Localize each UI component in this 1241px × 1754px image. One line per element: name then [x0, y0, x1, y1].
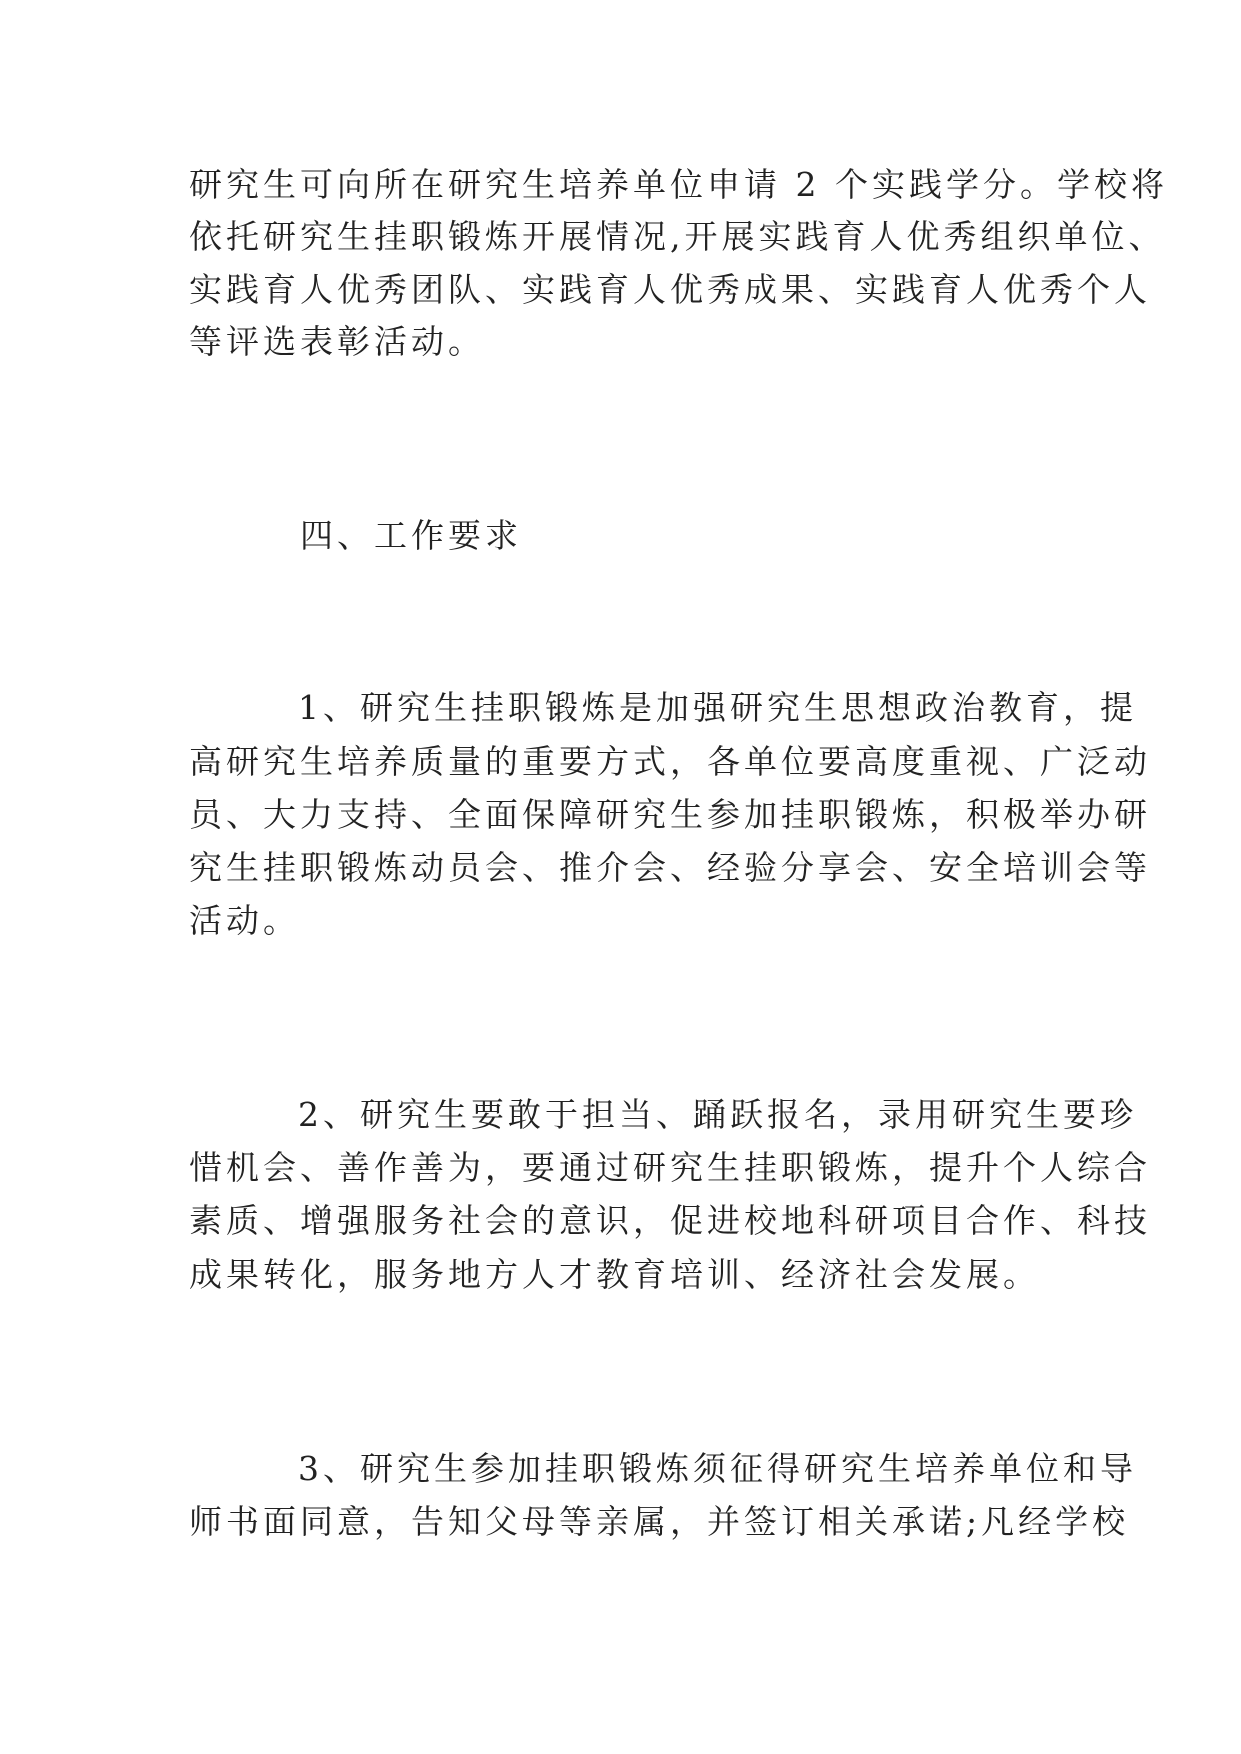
text-line: 等评选表彰活动。: [189, 322, 485, 361]
text-line: 活动。: [189, 901, 300, 940]
text-line: 1、研究生挂职锻炼是加强研究生思想政治教育，提: [298, 688, 1137, 727]
text-line: 素质、增强服务社会的意识，促进校地科研项目合作、科技: [189, 1201, 1151, 1240]
text-line: 实践育人优秀团队、实践育人优秀成果、实践育人优秀个人: [189, 270, 1151, 309]
text-line: 研究生可向所在研究生培养单位申请 2 个实践学分。学校将: [189, 165, 1168, 204]
text-line: 2、研究生要敢于担当、踊跃报名，录用研究生要珍: [298, 1095, 1137, 1134]
section-heading: 四、工作要求: [300, 516, 522, 555]
text-line: 3、研究生参加挂职锻炼须征得研究生培养单位和导: [298, 1449, 1137, 1488]
text-line: 员、大力支持、全面保障研究生参加挂职锻炼，积极举办研: [189, 795, 1151, 834]
text-line: 究生挂职锻炼动员会、推介会、经验分享会、安全培训会等: [189, 848, 1151, 887]
text-line: 惜机会、善作善为，要通过研究生挂职锻炼，提升个人综合: [189, 1148, 1151, 1187]
text-line: 依托研究生挂职锻炼开展情况,开展实践育人优秀组织单位、: [189, 217, 1166, 256]
text-line: 高研究生培养质量的重要方式，各单位要高度重视、广泛动: [189, 742, 1151, 781]
text-line: 成果转化，服务地方人才教育培训、经济社会发展。: [189, 1255, 1040, 1294]
text-line: 师书面同意，告知父母等亲属，并签订相关承诺;凡经学校: [189, 1502, 1130, 1541]
